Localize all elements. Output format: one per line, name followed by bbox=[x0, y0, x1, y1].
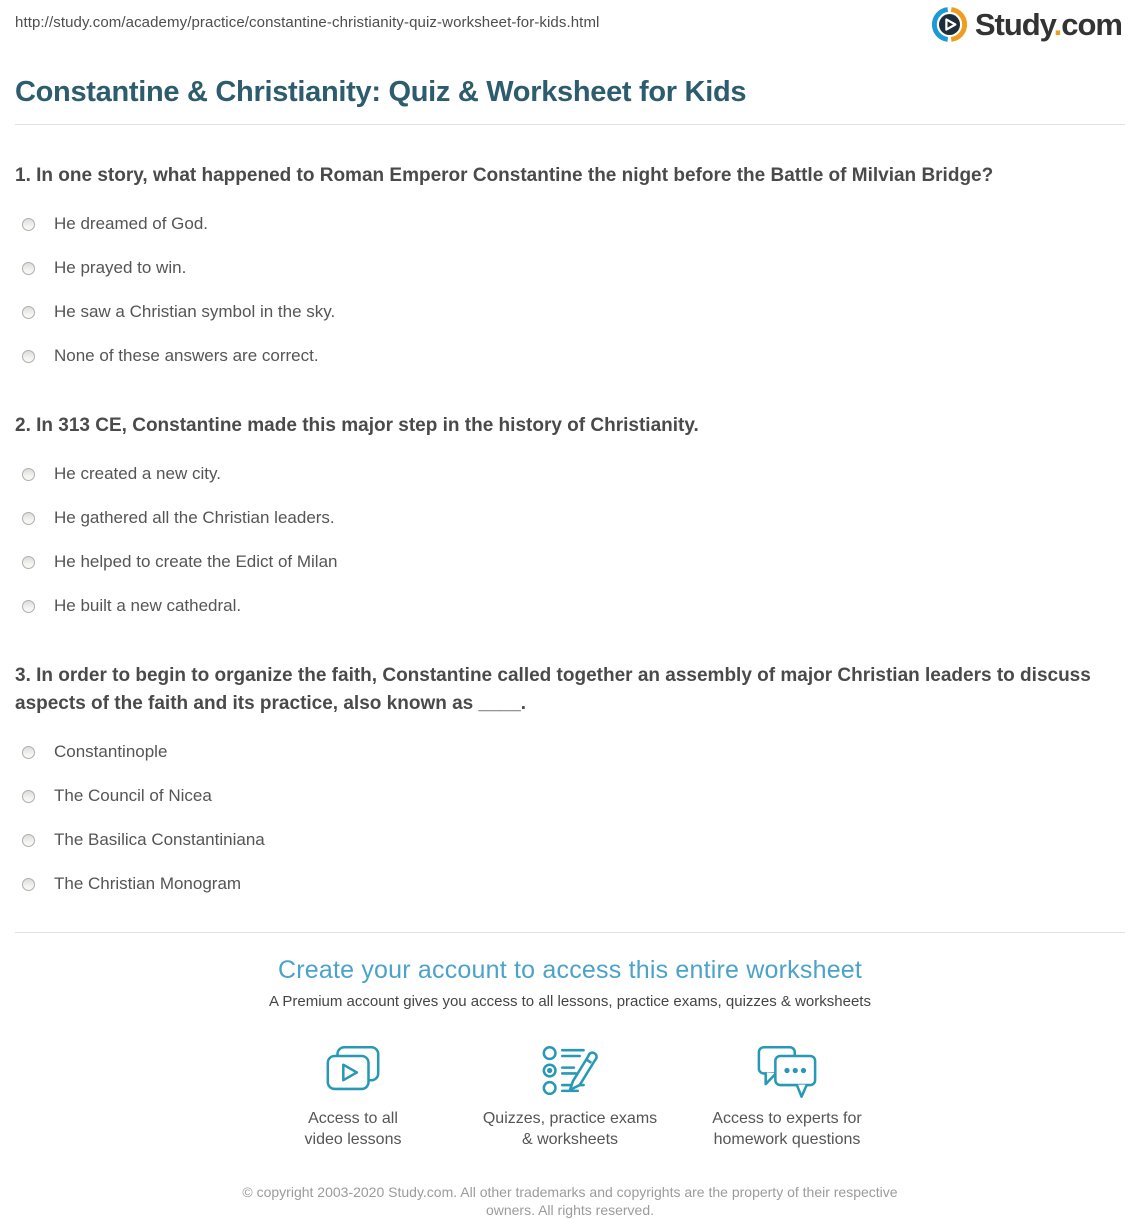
option-label: He saw a Christian symbol in the sky. bbox=[54, 302, 336, 321]
video-lessons-icon bbox=[322, 1043, 384, 1100]
studycom-play-icon bbox=[931, 6, 968, 43]
feature-label-line: Access to all bbox=[308, 1110, 398, 1127]
question-2-text: 2. In 313 CE, Constantine made this major step in the history of Christianity. bbox=[15, 415, 699, 436]
question-1-option-2[interactable] bbox=[15, 259, 1125, 277]
question-1-option-4[interactable] bbox=[15, 347, 1125, 365]
quiz-main bbox=[0, 162, 1140, 893]
question-2-option-2[interactable] bbox=[15, 509, 1125, 527]
feature-label-line: Quizzes, practice exams bbox=[482, 1110, 658, 1127]
option-label: He built a new cathedral. bbox=[54, 596, 242, 615]
copyright-text: © copyright 2003-2020 Study.com. All other trademarks and copyrights are the property of their respective owners. All rights reserved. bbox=[242, 1184, 898, 1218]
feature-label bbox=[679, 1108, 896, 1150]
logo-text bbox=[975, 6, 1122, 43]
radio-button[interactable] bbox=[22, 556, 35, 569]
divider-top bbox=[15, 124, 1125, 125]
option-label: None of these answers are correct. bbox=[54, 346, 319, 365]
chat-experts-icon bbox=[756, 1043, 818, 1100]
feature-expert-help bbox=[679, 1043, 896, 1150]
feature-label-line: & worksheets bbox=[521, 1131, 619, 1148]
feature-label-line: Access to experts for bbox=[712, 1110, 862, 1127]
question-2-option-3[interactable] bbox=[15, 553, 1125, 571]
cta-title[interactable]: Create your account to access this entire worksheet bbox=[277, 956, 863, 984]
question-1 bbox=[15, 162, 1125, 365]
radio-button[interactable] bbox=[22, 218, 35, 231]
option-label: He dreamed of God. bbox=[54, 214, 209, 233]
radio-button[interactable] bbox=[22, 600, 35, 613]
feature-quizzes-worksheets bbox=[462, 1043, 679, 1150]
radio-button[interactable] bbox=[22, 746, 35, 759]
radio-button[interactable] bbox=[22, 878, 35, 891]
option-label: The Basilica Constantiniana bbox=[54, 830, 265, 849]
option-label: Constantinople bbox=[54, 742, 168, 761]
question-2-option-1[interactable] bbox=[15, 465, 1125, 483]
cta-section bbox=[0, 956, 1140, 1150]
radio-button[interactable] bbox=[22, 834, 35, 847]
option-label: He gathered all the Christian leaders. bbox=[54, 508, 335, 527]
radio-button[interactable] bbox=[22, 512, 35, 525]
radio-button[interactable] bbox=[22, 790, 35, 803]
question-2-option-4[interactable] bbox=[15, 597, 1125, 615]
footer bbox=[0, 1183, 1140, 1219]
quiz-worksheet-icon bbox=[539, 1043, 601, 1100]
page-url: http://study.com/academy/practice/constantine-christianity-quiz-worksheet-for-kids.html bbox=[15, 14, 600, 31]
question-3-option-1[interactable] bbox=[15, 743, 1125, 761]
option-label: The Christian Monogram bbox=[54, 874, 242, 893]
feature-video-lessons bbox=[245, 1043, 462, 1150]
divider-bottom bbox=[15, 932, 1125, 933]
cta-subtitle: A Premium account gives you access to all lessons, practice exams, quizzes & worksheets bbox=[269, 993, 871, 1010]
logo-study: Study bbox=[974, 7, 1054, 42]
logo-com: com bbox=[1061, 7, 1122, 42]
option-label: He helped to create the Edict of Milan bbox=[54, 552, 338, 571]
question-3-option-2[interactable] bbox=[15, 787, 1125, 805]
radio-button[interactable] bbox=[22, 350, 35, 363]
question-3 bbox=[15, 662, 1125, 893]
question-1-option-3[interactable] bbox=[15, 303, 1125, 321]
features-row bbox=[0, 1043, 1140, 1150]
feature-label bbox=[462, 1108, 679, 1150]
radio-button[interactable] bbox=[22, 306, 35, 319]
header bbox=[0, 0, 1140, 52]
radio-button[interactable] bbox=[22, 468, 35, 481]
question-1-option-1[interactable] bbox=[15, 215, 1125, 233]
logo-dot: . bbox=[1053, 7, 1062, 42]
feature-label-line: video lessons bbox=[304, 1131, 402, 1148]
question-1-text: 1. In one story, what happened to Roman Emperor Constantine the night before the Battle of Milvian Bridge? bbox=[15, 165, 994, 186]
radio-button[interactable] bbox=[22, 262, 35, 275]
question-3-text: 3. In order to begin to organize the faith, Constantine called together an assembly of major Christian leaders to discuss aspects of the faith and its practice, also known as ____. bbox=[15, 665, 1091, 714]
studycom-logo[interactable] bbox=[931, 6, 1122, 43]
option-label: The Council of Nicea bbox=[54, 786, 212, 805]
feature-label-line: homework questions bbox=[713, 1131, 861, 1148]
question-2 bbox=[15, 412, 1125, 615]
option-label: He prayed to win. bbox=[54, 258, 187, 277]
question-3-option-4[interactable] bbox=[15, 875, 1125, 893]
page-title: Constantine & Christianity: Quiz & Worksheet for Kids bbox=[15, 76, 747, 108]
question-3-option-3[interactable] bbox=[15, 831, 1125, 849]
feature-label bbox=[245, 1108, 462, 1150]
option-label: He created a new city. bbox=[54, 464, 221, 483]
